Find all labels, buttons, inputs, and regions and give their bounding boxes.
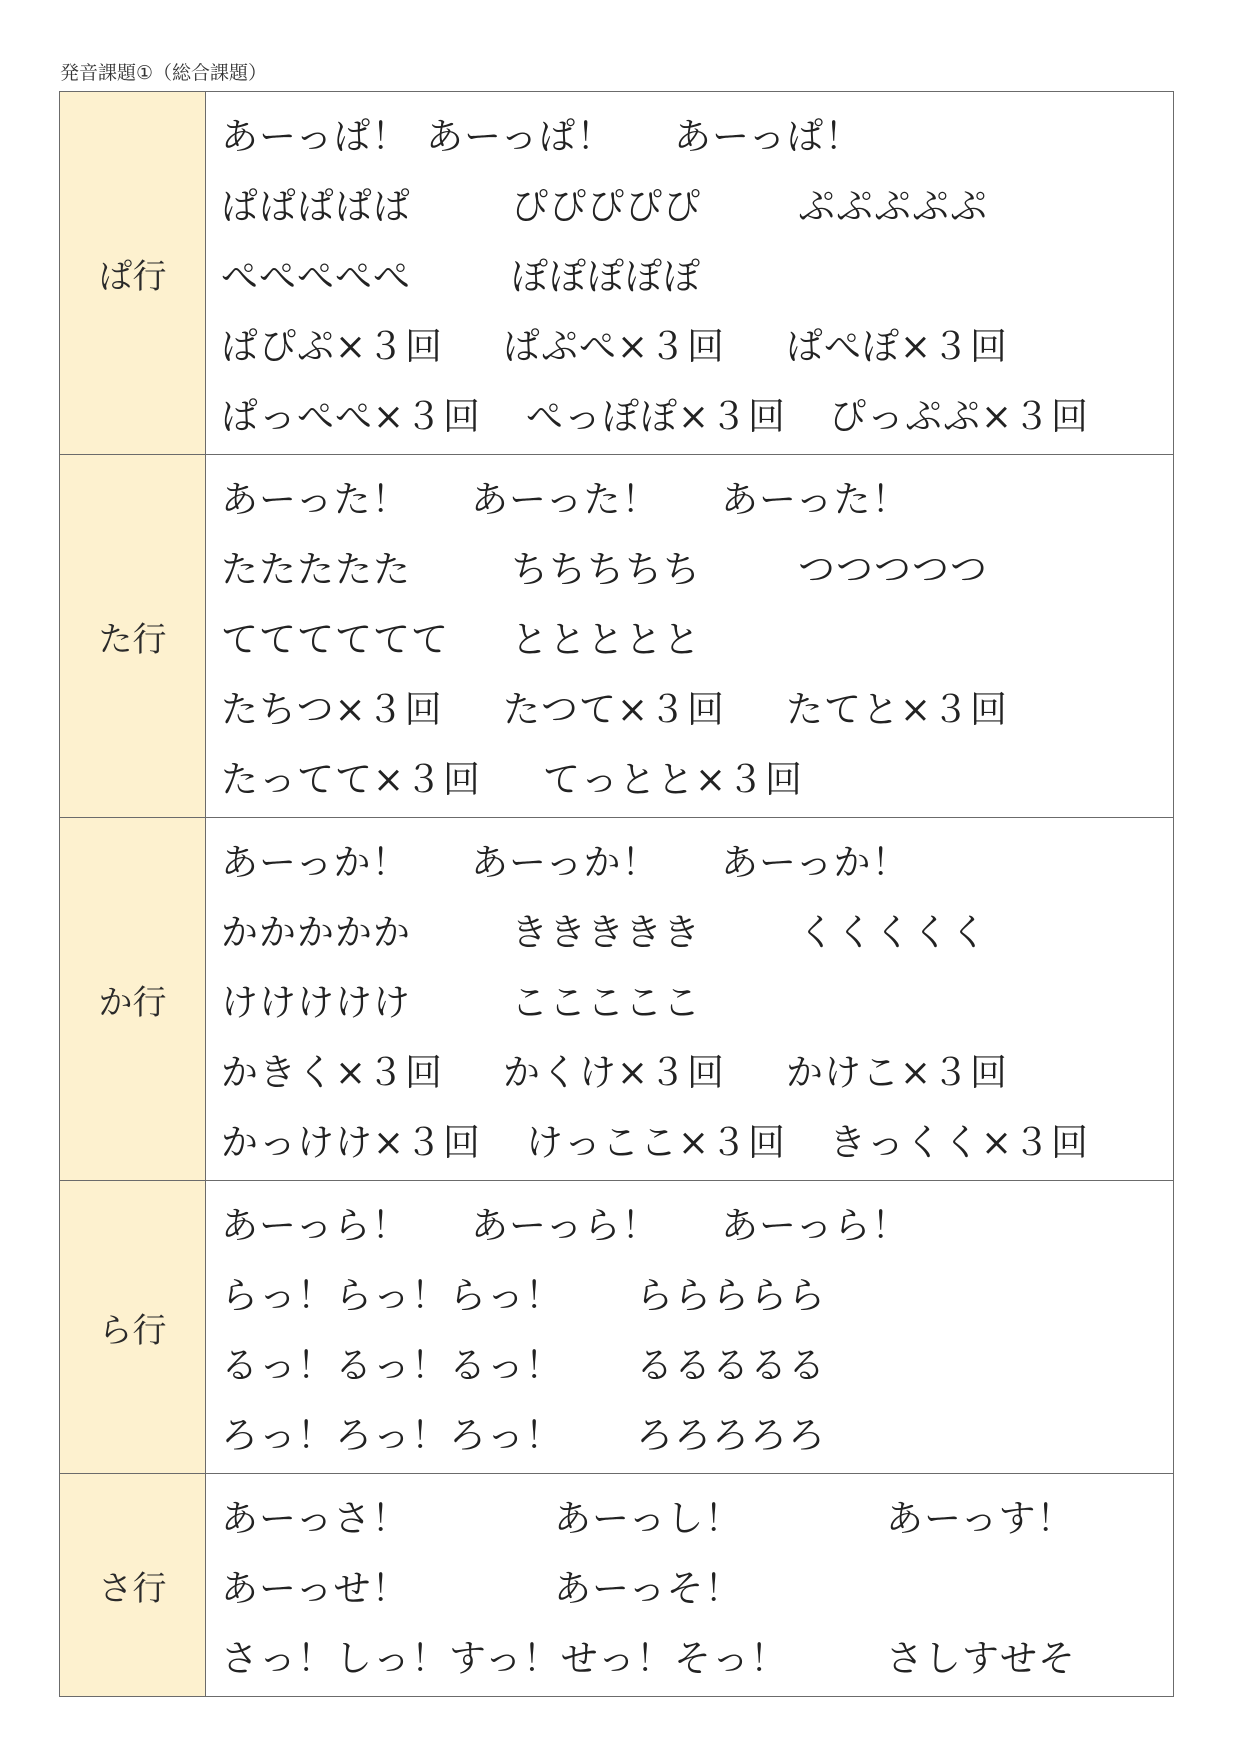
drill-phrase: けっここ×３回 [526,1121,787,1164]
drill-line [61,1257,1173,1327]
drill-phrase: かっけけ×３回 [221,1121,482,1164]
drill-phrase: あーった！ [721,478,910,521]
document-title: 発音課題①（総合課題） [60,62,268,84]
drill-line [61,741,1173,811]
row-content-ra [206,1181,1174,1474]
drill-line [61,1034,1173,1104]
drill-line [61,1187,1173,1257]
drill-phrase: けけけけけ [221,981,411,1024]
drill-phrase: ららららら [636,1274,826,1317]
drill-phrase: ぱっぺぺ×３回 [221,395,482,438]
drill-line [61,1620,1173,1690]
drill-phrase: ぷぷぷぷぷ [798,185,988,228]
drill-phrase: つつつつつ [798,548,988,591]
drill-line [61,1480,1173,1550]
drill-line [61,461,1173,531]
table-row [60,1474,1174,1697]
drill-line [61,671,1173,741]
drill-phrase: ぱぱぱぱぱ [221,185,411,228]
drill-phrase: ぴぴぴぴぴ [511,185,701,228]
drill-phrase: ぱぴぷ×３回 [221,325,444,368]
row-content-pa [206,92,1174,455]
row-label-ka: か行 [60,818,206,1181]
table-row [60,1181,1174,1474]
drill-phrase: あーっさ！ [221,1497,410,1540]
pronunciation-drill-table [59,91,1174,1697]
drill-phrase: あーっら！ [471,1204,660,1247]
drill-phrase: あーっぱ！ [426,115,615,158]
drill-line [61,531,1173,601]
drill-line [61,1550,1173,1620]
drill-line [61,1104,1173,1174]
drill-phrase: ぺぺぺぺぺ [221,255,411,298]
drill-phrase: るっ！るっ！るっ！ [221,1344,563,1387]
drill-phrase: あーっか！ [221,841,410,884]
drill-phrase: てててててて [221,618,449,661]
drill-line [61,1327,1173,1397]
drill-phrase: ぱぷぺ×３回 [503,325,726,368]
row-content-ka [206,818,1174,1181]
drill-phrase: たってて×３回 [221,758,482,801]
row-content-ta [206,455,1174,818]
drill-phrase: かきく×３回 [221,1051,444,1094]
drill-phrase: あーっら！ [721,1204,910,1247]
drill-phrase: らっ！らっ！らっ！ [221,1274,563,1317]
drill-phrase: ききききき [511,911,701,954]
row-label-sa: さ行 [60,1474,206,1697]
drill-phrase: たつて×３回 [503,688,726,731]
drill-phrase: るるるるる [636,1344,826,1387]
table-row [60,92,1174,455]
drill-phrase: あーっか！ [721,841,910,884]
drill-line [61,98,1173,168]
drill-phrase: こここここ [511,981,701,1024]
drill-phrase: ぽぽぽぽぽ [511,255,701,298]
drill-phrase: たたたたた [221,548,411,591]
drill-phrase: あーっせ！ [221,1567,410,1610]
drill-line [61,238,1173,308]
drill-phrase: あーっそ！ [554,1567,743,1610]
row-content-sa [206,1474,1174,1697]
drill-phrase: あーった！ [471,478,660,521]
drill-phrase: きっくく×３回 [829,1121,1090,1164]
drill-phrase: さしすせそ [886,1637,1076,1680]
drill-phrase: くくくくく [798,911,988,954]
drill-phrase: かかかかか [221,911,411,954]
drill-line [61,824,1173,894]
drill-phrase: あーっす！ [886,1497,1075,1540]
drill-phrase: ととととと [511,618,701,661]
drill-phrase: たちつ×３回 [221,688,443,731]
drill-phrase: かくけ×３回 [503,1051,726,1094]
drill-phrase: あーっぱ！ [674,115,863,158]
drill-phrase: ぺっぽぽ×３回 [526,395,787,438]
drill-phrase: あーっら！ [221,1204,410,1247]
drill-phrase: あーっか！ [471,841,660,884]
row-label-pa: ぱ行 [60,92,206,455]
drill-phrase: かけこ×３回 [786,1051,1009,1094]
drill-line [61,894,1173,964]
drill-line [61,964,1173,1034]
table-row [60,818,1174,1181]
drill-phrase: あーった！ [221,478,410,521]
row-label-ra: ら行 [60,1181,206,1474]
drill-phrase: ちちちちち [511,548,701,591]
drill-line [61,168,1173,238]
drill-phrase: ろろろろろ [636,1414,826,1457]
drill-phrase: あーっぱ！ [221,115,410,158]
table-row [60,455,1174,818]
drill-phrase: あーっし！ [554,1497,743,1540]
drill-line [61,378,1173,448]
drill-phrase: ぱぺぽ×３回 [786,325,1009,368]
drill-phrase: ぴっぷぷ×３回 [829,395,1090,438]
drill-phrase: てっとと×３回 [543,758,804,801]
drill-line [61,601,1173,671]
drill-line [61,1397,1173,1467]
drill-phrase: ろっ！ろっ！ろっ！ [221,1414,563,1457]
drill-phrase: たてと×３回 [786,688,1009,731]
drill-phrase: さっ！しっ！すっ！せっ！そっ！ [221,1637,789,1680]
drill-line [61,308,1173,378]
row-label-ta: た行 [60,455,206,818]
